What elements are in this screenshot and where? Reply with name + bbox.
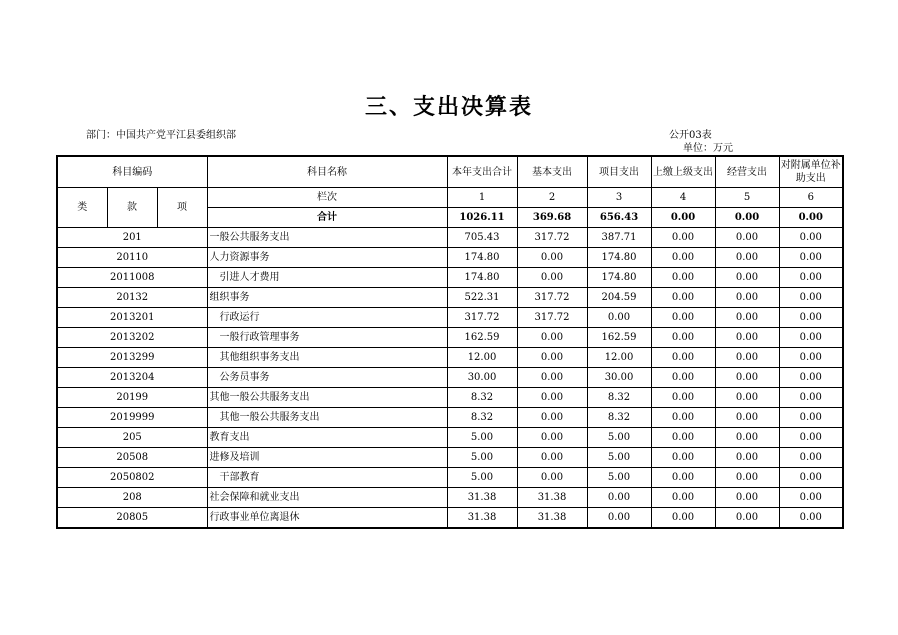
row-value: 0.00 <box>715 328 779 348</box>
row-value: 174.80 <box>587 248 651 268</box>
row-value: 0.00 <box>517 388 587 408</box>
row-value: 0.00 <box>779 328 843 348</box>
row-value: 0.00 <box>651 328 715 348</box>
row-value: 5.00 <box>447 468 517 488</box>
row-value: 0.00 <box>715 368 779 388</box>
row-value: 8.32 <box>447 388 517 408</box>
row-value: 0.00 <box>715 448 779 468</box>
row-value: 0.00 <box>651 248 715 268</box>
table-row <box>57 468 843 488</box>
table-row <box>57 408 843 428</box>
row-value: 0.00 <box>651 428 715 448</box>
row-value: 0.00 <box>517 348 587 368</box>
row-value: 0.00 <box>715 288 779 308</box>
form-number: 公开03表 <box>669 130 712 141</box>
row-value: 0.00 <box>517 368 587 388</box>
row-name: 一般公共服务支出 <box>207 228 447 248</box>
row-value: 5.00 <box>587 448 651 468</box>
row-value: 0.00 <box>651 448 715 468</box>
table-row <box>57 508 843 529</box>
row-value: 12.00 <box>447 348 517 368</box>
header-col1: 本年支出合计 <box>447 156 517 188</box>
row-value: 0.00 <box>517 448 587 468</box>
row-value: 5.00 <box>587 428 651 448</box>
row-value: 0.00 <box>651 468 715 488</box>
row-value: 0.00 <box>715 488 779 508</box>
expenditure-table <box>56 155 844 529</box>
col-number-3: 3 <box>587 188 651 208</box>
row-value: 317.72 <box>517 288 587 308</box>
row-value: 0.00 <box>715 228 779 248</box>
row-value: 0.00 <box>715 428 779 448</box>
row-value: 0.00 <box>517 248 587 268</box>
col-number-5: 5 <box>715 188 779 208</box>
total-value: 369.68 <box>517 208 587 228</box>
row-code: 2013204 <box>57 368 207 388</box>
total-value: 0.00 <box>715 208 779 228</box>
row-value: 0.00 <box>779 388 843 408</box>
row-name: 干部教育 <box>207 468 447 488</box>
table-row <box>57 288 843 308</box>
row-name: 组织事务 <box>207 288 447 308</box>
total-label: 合计 <box>207 208 447 228</box>
header-kuan: 款 <box>107 188 157 228</box>
table-row <box>57 488 843 508</box>
row-value: 162.59 <box>587 328 651 348</box>
row-code: 2013201 <box>57 308 207 328</box>
column-number-row <box>57 188 843 208</box>
row-code: 20110 <box>57 248 207 268</box>
row-value: 0.00 <box>779 308 843 328</box>
row-code: 201 <box>57 228 207 248</box>
row-value: 0.00 <box>715 268 779 288</box>
row-value: 387.71 <box>587 228 651 248</box>
row-value: 0.00 <box>651 228 715 248</box>
total-value: 0.00 <box>779 208 843 228</box>
page-title: 三、支出决算表 <box>364 94 533 120</box>
row-value: 174.80 <box>447 268 517 288</box>
row-value: 0.00 <box>651 488 715 508</box>
row-name: 进修及培训 <box>207 448 447 468</box>
row-value: 0.00 <box>651 408 715 428</box>
row-value: 0.00 <box>779 288 843 308</box>
row-value: 5.00 <box>447 448 517 468</box>
row-value: 174.80 <box>587 268 651 288</box>
total-value: 1026.11 <box>447 208 517 228</box>
row-value: 31.38 <box>447 508 517 529</box>
row-value: 0.00 <box>651 308 715 328</box>
row-value: 8.32 <box>587 388 651 408</box>
row-code: 20199 <box>57 388 207 408</box>
table-row <box>57 268 843 288</box>
row-value: 0.00 <box>779 248 843 268</box>
row-value: 0.00 <box>651 368 715 388</box>
table-row <box>57 428 843 448</box>
row-code: 20508 <box>57 448 207 468</box>
row-value: 0.00 <box>779 508 843 529</box>
row-value: 0.00 <box>587 308 651 328</box>
row-code: 2050802 <box>57 468 207 488</box>
row-value: 0.00 <box>779 228 843 248</box>
row-code: 20805 <box>57 508 207 529</box>
row-value: 0.00 <box>715 248 779 268</box>
header-row <box>57 156 843 188</box>
row-code: 2019999 <box>57 408 207 428</box>
row-value: 0.00 <box>779 268 843 288</box>
row-value: 0.00 <box>779 448 843 468</box>
header-col4: 上缴上级支出 <box>651 156 715 188</box>
row-value: 522.31 <box>447 288 517 308</box>
row-value: 0.00 <box>651 388 715 408</box>
row-value: 0.00 <box>715 348 779 368</box>
row-value: 5.00 <box>447 428 517 448</box>
row-value: 0.00 <box>715 408 779 428</box>
row-name: 一般行政管理事务 <box>207 328 447 348</box>
row-name: 社会保障和就业支出 <box>207 488 447 508</box>
row-value: 0.00 <box>651 288 715 308</box>
row-value: 705.43 <box>447 228 517 248</box>
row-value: 0.00 <box>715 468 779 488</box>
row-value: 31.38 <box>447 488 517 508</box>
row-name: 教育支出 <box>207 428 447 448</box>
row-value: 0.00 <box>715 388 779 408</box>
table-row <box>57 328 843 348</box>
header-code: 科目编码 <box>57 156 207 188</box>
table-row <box>57 388 843 408</box>
row-value: 162.59 <box>447 328 517 348</box>
row-value: 0.00 <box>517 468 587 488</box>
row-value: 30.00 <box>587 368 651 388</box>
row-value: 0.00 <box>517 328 587 348</box>
row-name: 公务员事务 <box>207 368 447 388</box>
row-value: 0.00 <box>715 508 779 529</box>
header-col5: 经营支出 <box>715 156 779 188</box>
row-value: 8.32 <box>447 408 517 428</box>
row-value: 204.59 <box>587 288 651 308</box>
row-value: 317.72 <box>517 308 587 328</box>
row-value: 0.00 <box>779 488 843 508</box>
row-value: 0.00 <box>779 428 843 448</box>
row-value: 174.80 <box>447 248 517 268</box>
row-value: 12.00 <box>587 348 651 368</box>
row-code: 2013202 <box>57 328 207 348</box>
row-name: 其他组织事务支出 <box>207 348 447 368</box>
row-value: 0.00 <box>779 468 843 488</box>
row-name: 引进人才费用 <box>207 268 447 288</box>
row-value: 5.00 <box>587 468 651 488</box>
row-name: 行政运行 <box>207 308 447 328</box>
col-number-6: 6 <box>779 188 843 208</box>
row-code: 2013299 <box>57 348 207 368</box>
row-value: 317.72 <box>447 308 517 328</box>
row-name: 其他一般公共服务支出 <box>207 408 447 428</box>
row-value: 0.00 <box>651 348 715 368</box>
row-value: 0.00 <box>715 308 779 328</box>
col-number-4: 4 <box>651 188 715 208</box>
table-row <box>57 248 843 268</box>
row-value: 0.00 <box>517 408 587 428</box>
table-row <box>57 308 843 328</box>
row-value: 0.00 <box>651 268 715 288</box>
header-xiang: 项 <box>157 188 207 228</box>
header-col2: 基本支出 <box>517 156 587 188</box>
row-code: 205 <box>57 428 207 448</box>
col-number-2: 2 <box>517 188 587 208</box>
table-row <box>57 448 843 468</box>
table-row <box>57 368 843 388</box>
row-name: 人力资源事务 <box>207 248 447 268</box>
row-value: 0.00 <box>779 368 843 388</box>
row-value: 30.00 <box>447 368 517 388</box>
row-code: 20132 <box>57 288 207 308</box>
header-col6: 对附属单位补助支出 <box>779 156 843 188</box>
col-number-1: 1 <box>447 188 517 208</box>
row-value: 0.00 <box>779 348 843 368</box>
row-value: 0.00 <box>587 508 651 529</box>
row-code: 208 <box>57 488 207 508</box>
header-col3: 项目支出 <box>587 156 651 188</box>
row-value: 0.00 <box>779 408 843 428</box>
row-code: 2011008 <box>57 268 207 288</box>
header-lei: 类 <box>57 188 107 228</box>
row-value: 0.00 <box>517 268 587 288</box>
row-value: 0.00 <box>587 488 651 508</box>
total-value: 656.43 <box>587 208 651 228</box>
department-label: 部门：中国共产党平江县委组织部 <box>86 130 236 141</box>
row-name: 其他一般公共服务支出 <box>207 388 447 408</box>
row-name: 行政事业单位离退休 <box>207 508 447 529</box>
table-row <box>57 348 843 368</box>
row-value: 8.32 <box>587 408 651 428</box>
lanci-label: 栏次 <box>207 188 447 208</box>
row-value: 0.00 <box>517 428 587 448</box>
row-value: 31.38 <box>517 508 587 529</box>
table-row <box>57 228 843 248</box>
row-value: 31.38 <box>517 488 587 508</box>
row-value: 0.00 <box>651 508 715 529</box>
row-value: 317.72 <box>517 228 587 248</box>
total-value: 0.00 <box>651 208 715 228</box>
unit-label: 单位：万元 <box>683 143 733 154</box>
header-name: 科目名称 <box>207 156 447 188</box>
